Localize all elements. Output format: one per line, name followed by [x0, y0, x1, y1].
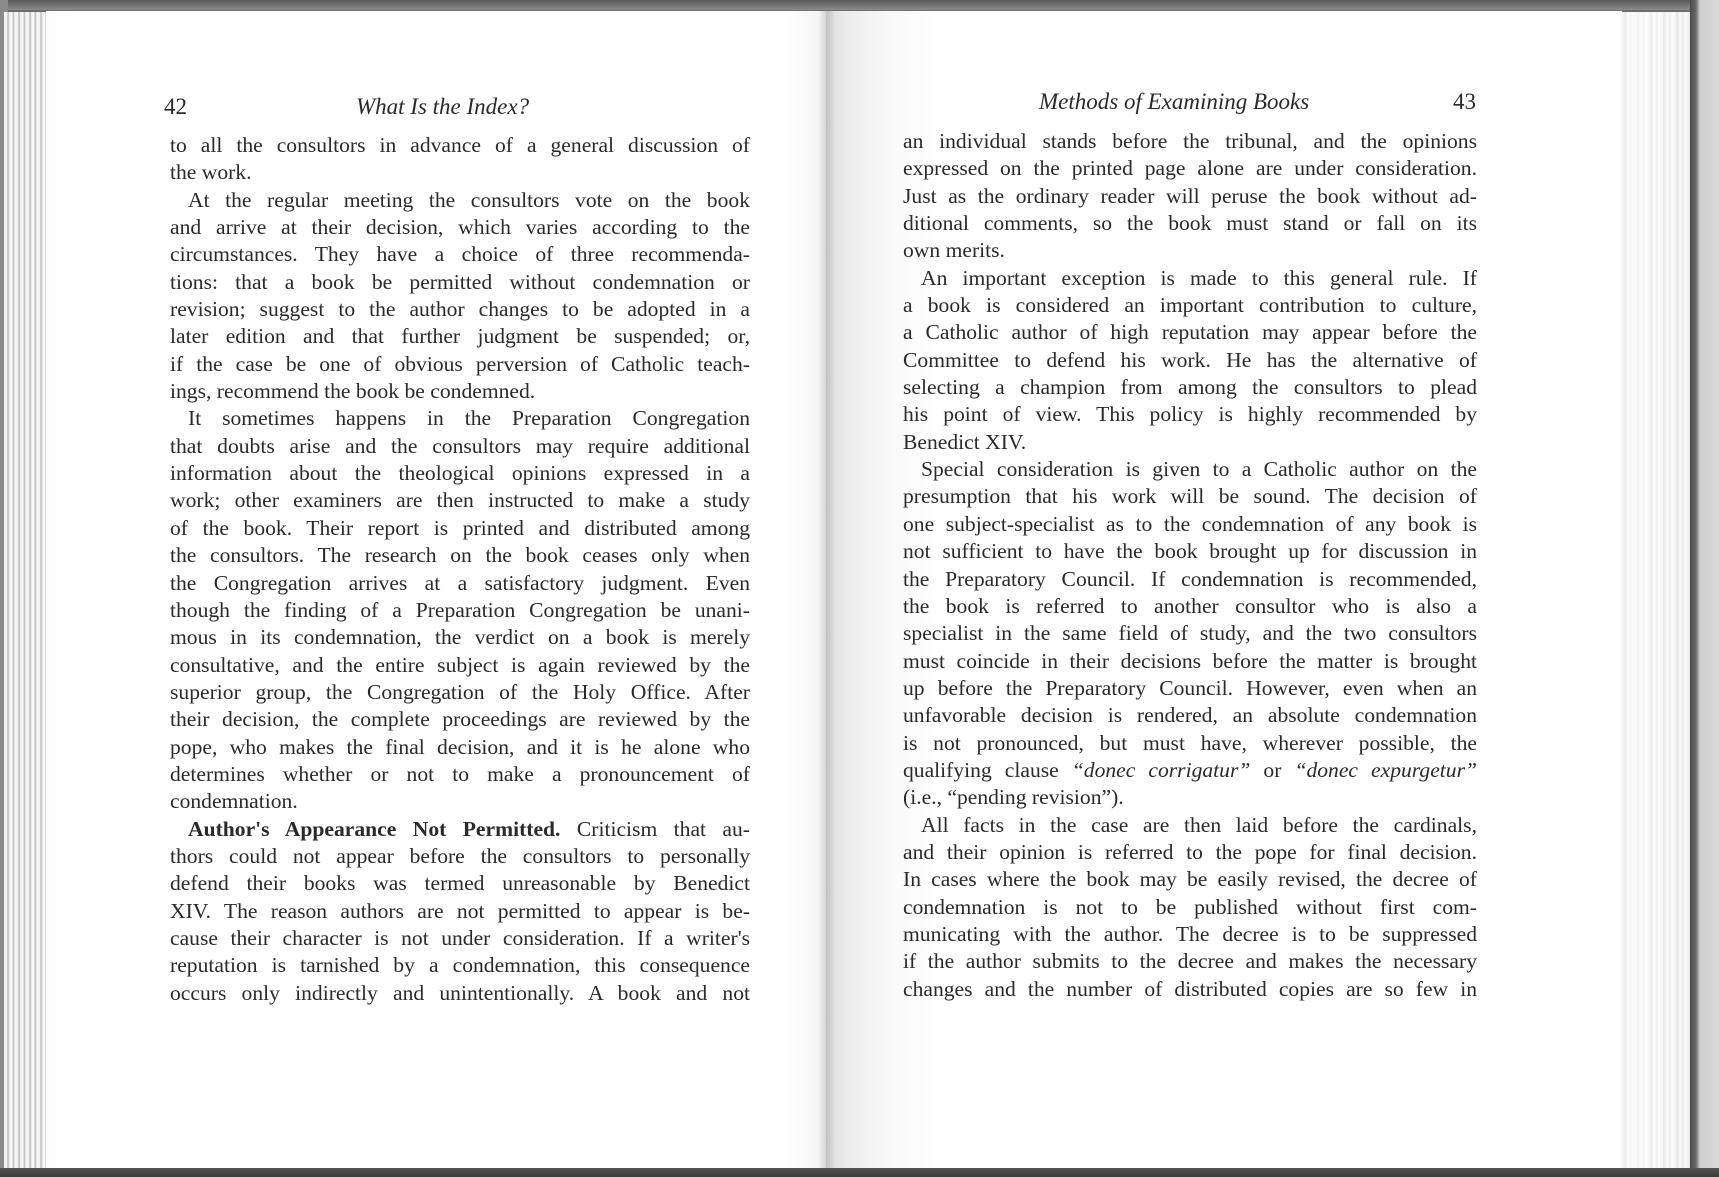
text-line: up before the Preparatory Council. However, even when an	[903, 675, 1477, 700]
text-line: the work.	[170, 160, 252, 185]
text-line: own merits.	[903, 238, 1005, 263]
text-line: a book is considered an important contribution to culture,	[903, 293, 1477, 318]
text-line: work; other examiners are then instructed to make a study	[170, 488, 750, 513]
page-number-right: 43	[1453, 89, 1476, 114]
text-line: revision; suggest to the author changes to be adopted in a	[170, 297, 750, 322]
text-line: All facts in the case are then laid before the cardinals,	[921, 812, 1477, 837]
text-line: must coincide in their decisions before the matter is brought	[903, 648, 1477, 673]
text-line: selecting a champion from among the consultors to plead	[903, 375, 1477, 400]
text-line: unfavorable decision is rendered, an absolute condemnation	[903, 703, 1477, 728]
text-line: superior group, the Congregation of the Holy Office. After	[170, 679, 750, 704]
right-running-head	[1039, 88, 1309, 116]
right-page-body	[903, 128, 1477, 1003]
text-run: qualifying clause	[903, 757, 1072, 782]
text-run: or	[1250, 757, 1295, 782]
text-line: a Catholic author of high reputation may appear before the	[903, 320, 1477, 345]
text-line: expressed on the printed page alone are under consideration.	[903, 156, 1477, 181]
text-line: occurs only indirectly and unintentionally. A book and not	[170, 980, 750, 1005]
text-line: though the finding of a Preparation Congregation be unani-	[170, 597, 750, 622]
chapter-title-left: What Is the Index?	[356, 94, 530, 119]
text-line: his point of view. This policy is highly recommended by	[903, 402, 1477, 427]
text-line: thors could not appear before the consultors to personally	[170, 843, 750, 868]
text-line: specialist in the same field of study, and the two consultors	[903, 621, 1477, 646]
latin-phrase: “donec expurgetur”	[1294, 757, 1477, 782]
latin-phrase: “donec corrigatur”	[1071, 757, 1251, 782]
text-line: later edition and that further judgment be suspended; or,	[170, 324, 750, 349]
page-edges-left	[4, 12, 48, 1170]
left-running-head	[164, 93, 187, 121]
text-line: to all the consultors in advance of a general discussion of	[170, 133, 750, 157]
text-line: an individual stands before the tribunal, and the opinions	[903, 129, 1477, 153]
text-line: and their opinion is referred to the pope for final decision.	[903, 839, 1477, 864]
text-line: In cases where the book may be easily revised, the decree of	[903, 867, 1477, 892]
text-line: consultative, and the entire subject is again reviewed by the	[170, 652, 750, 677]
text-line: reputation is tarnished by a condemnation, this consequence	[170, 953, 750, 978]
text-line: pope, who makes the final decision, and it is he alone who	[170, 734, 750, 759]
text-line: ings, recommend the book be condemned.	[170, 379, 536, 404]
text-line: It sometimes happens in the Preparation Congregation	[188, 406, 750, 431]
text-line: if the author submits to the decree and makes the necessary	[903, 949, 1477, 974]
text-line: not sufficient to have the book brought up for discussion in	[903, 539, 1477, 564]
text-line: condemnation is not to be published without first com-	[903, 894, 1477, 919]
text-line: defend their books was termed unreasonable by Benedict	[170, 871, 750, 896]
book-cover-top-edge	[0, 0, 1719, 10]
text-line: the Congregation arrives at a satisfactory judgment. Even	[170, 570, 750, 595]
text-line: one subject-specialist as to the condemnation of any book is	[903, 511, 1477, 536]
text-line: the Preparatory Council. If condemnation is recommended,	[903, 566, 1477, 591]
text-line: municating with the author. The decree is to be suppressed	[903, 921, 1477, 946]
book-cover-right-edge	[1690, 0, 1719, 1177]
text-line: information about the theological opinions expressed in a	[170, 461, 750, 486]
text-line: presumption that his work will be sound. The decision of	[903, 484, 1477, 509]
left-running-head-title-wrap	[356, 93, 529, 121]
text-line: the book is referred to another consultor who is also a	[903, 593, 1477, 618]
text-line: Benedict XIV.	[903, 429, 1027, 454]
page-edges-right	[1620, 12, 1692, 1170]
right-running-head-number-wrap	[1453, 88, 1476, 116]
text-line: determines whether or not to make a pronouncement of	[170, 761, 750, 786]
book-cover-bottom-edge	[0, 1168, 1719, 1177]
text-run: Criticism that au-	[560, 816, 750, 841]
text-line: their decision, the complete proceedings are reviewed by the	[170, 707, 750, 732]
book-gutter	[818, 11, 834, 1169]
text-line: Just as the ordinary reader will peruse the book without ad-	[903, 183, 1477, 208]
text-line: circumstances. They have a choice of three recommenda-	[170, 242, 750, 267]
text-line: changes and the number of distributed copies are so few in	[903, 976, 1477, 1001]
text-line: ditional comments, so the book must stand or fall on its	[903, 211, 1477, 236]
left-page-body	[170, 132, 750, 1007]
text-line: tions: that a book be permitted without condemnation or	[170, 269, 750, 294]
text-line: (i.e., “pending revision”).	[903, 785, 1124, 810]
text-line	[903, 757, 1477, 784]
text-line: is not pronounced, but must have, wherever possible, the	[903, 730, 1477, 755]
text-line: An important exception is made to this general rule. If	[921, 265, 1477, 290]
text-line	[170, 816, 750, 843]
text-line: of the book. Their report is printed and distributed among	[170, 515, 750, 540]
text-line: mous in its condemnation, the verdict on a book is merely	[170, 625, 750, 650]
text-line: At the regular meeting the consultors vote on the book	[188, 187, 750, 212]
chapter-title-right: Methods of Examining Books	[1039, 89, 1310, 114]
text-line: Committee to defend his work. He has the alternative of	[903, 347, 1477, 372]
text-line: that doubts arise and the consultors may require additional	[170, 433, 750, 458]
text-line: XIV. The reason authors are not permitted to appear is be-	[170, 898, 750, 923]
text-line: if the case be one of obvious perversion of Catholic teach-	[170, 351, 750, 376]
text-line: cause their character is not under consideration. If a writer's	[170, 925, 750, 950]
text-line: the consultors. The research on the book ceases only when	[170, 543, 750, 568]
text-line: and arrive at their decision, which varies according to the	[170, 215, 750, 240]
text-line: Special consideration is given to a Catholic author on the	[921, 457, 1477, 482]
section-heading: Author's Appearance Not Permitted.	[188, 816, 561, 841]
text-line: condemnation.	[170, 789, 298, 814]
page-number-left: 42	[164, 94, 187, 119]
